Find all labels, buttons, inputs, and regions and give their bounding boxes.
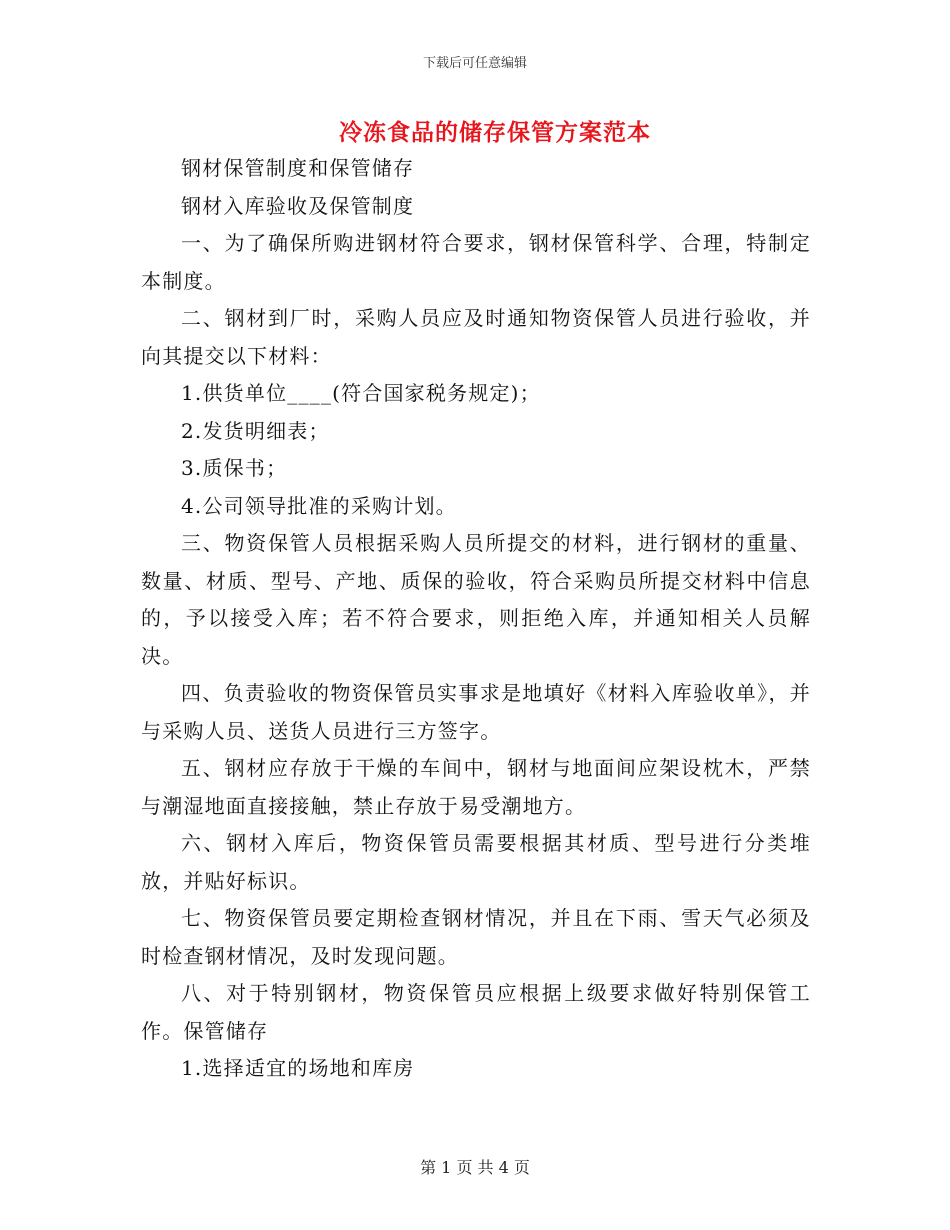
paragraph: 一、为了确保所购进钢材符合要求，钢材保管科学、合理，特制定本制度。 <box>141 231 811 293</box>
page-footer: 第 1 页 共 4 页 <box>420 1158 530 1177</box>
paragraph: 八、对于特别钢材，物资保管员应根据上级要求做好特别保管工作。保管储存 <box>141 981 811 1043</box>
header-note: 下载后可任意编辑 <box>422 56 527 71</box>
paragraph: 四、负责验收的物资保管员实事求是地填好《材料入库验收单》，并与采购人员、送货人员进行三方签字。 <box>141 681 811 743</box>
document-body <box>141 150 811 1088</box>
paragraph: 钢材保管制度和保管储存 <box>181 156 415 180</box>
paragraph: 二、钢材到厂时，采购人员应及时通知物资保管人员进行验收，并向其提交以下材料： <box>141 306 811 368</box>
list-item: 3.质保书； <box>181 456 288 480</box>
list-item: 1.选择适宜的场地和库房 <box>181 1056 415 1080</box>
paragraph: 钢材入库验收及保管制度 <box>181 193 415 218</box>
paragraph: 五、钢材应存放于干燥的车间中，钢材与地面间应架设枕木，严禁与潮湿地面直接接触，禁止存放于易受潮地方。 <box>141 756 811 818</box>
list-item: 2.发货明细表； <box>181 418 330 443</box>
paragraph: 七、物资保管员要定期检查钢材情况，并且在下雨、雪天气必须及时检查钢材情况，及时发现问题。 <box>141 906 811 968</box>
list-item: 4.公司领导批准的采购计划。 <box>181 493 457 518</box>
document-title: 冷冻食品的储存保管方案范本 <box>339 119 651 146</box>
list-item: 1.供货单位____(符合国家税务规定)； <box>181 381 541 405</box>
paragraph: 三、物资保管人员根据采购人员所提交的材料，进行钢材的重量、数量、材质、型号、产地、质保的验收，符合采购员所提交材料中信息的，予以接受入库；若不符合要求，则拒绝入库，并通知相关人员解决。 <box>141 531 811 668</box>
paragraph: 六、钢材入库后，物资保管员需要根据其材质、型号进行分类堆放，并贴好标识。 <box>141 831 811 893</box>
